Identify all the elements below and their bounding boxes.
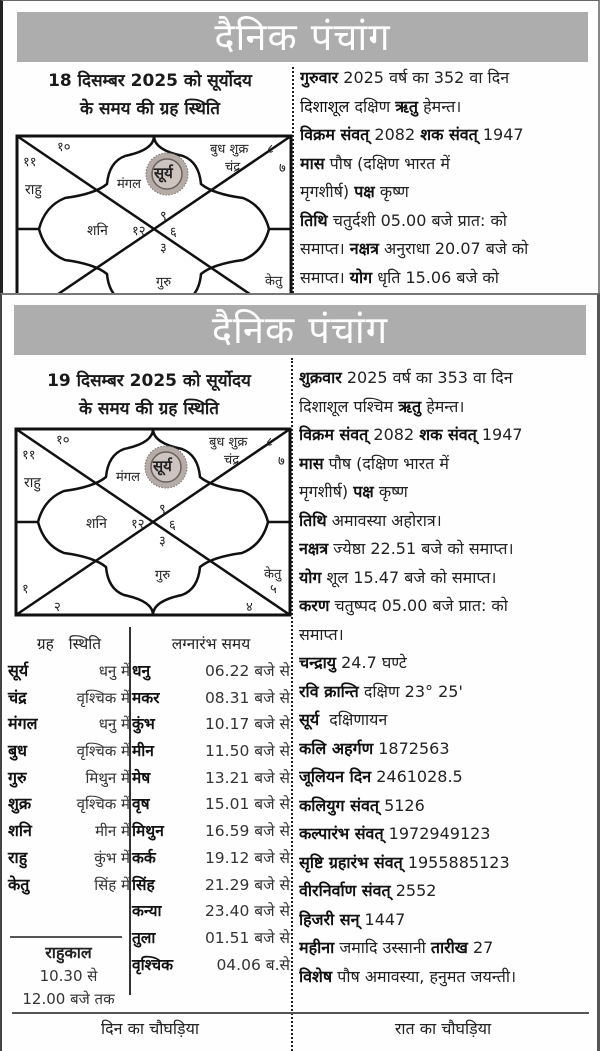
planet-surya: सूर्य [154, 164, 173, 182]
house-number: ९ [159, 502, 166, 517]
planet-guru: गुरु [156, 275, 172, 290]
kali-ahargan-label: कलि अहर्गण [299, 738, 374, 758]
table-row [132, 925, 290, 952]
rashi-name: तुला [132, 928, 156, 947]
panchang-details [299, 364, 591, 991]
table-row [132, 952, 290, 979]
table-row [8, 711, 130, 738]
kundli-title-line1: 19 दिसम्बर 2025 को सूर्योदय [47, 371, 251, 391]
hijri-value: 1447 [359, 909, 406, 929]
kalparambh-samvat-value: 1972949123 [383, 824, 491, 843]
kali-ahargan-value: 1872563 [373, 738, 450, 758]
night-choghadiya-heading: रात का चौघड़िया [394, 1019, 492, 1038]
julian-day-label: जूलियन दिन [299, 767, 372, 786]
planet-sign: सिंह में [94, 875, 130, 894]
table-row [132, 685, 290, 712]
vikram-samvat-value: 2082 [368, 425, 420, 444]
kundli-title-line1: 18 दिसम्बर 2025 को सूर्योदय [48, 71, 252, 91]
ravi-kranti-value: दक्षिण 23° 25' [358, 681, 463, 701]
rashi-name: धनु [132, 662, 151, 680]
lagna-time: 06.22 बजे से [204, 662, 290, 680]
table-row [132, 818, 290, 845]
nakshatra-text: अनुराधा 20.07 बजे को [378, 239, 529, 258]
nakshatra-label: नक्षत्र [299, 539, 329, 558]
lagna-time: 13.21 बजे से [204, 768, 290, 787]
panchang-details [300, 64, 592, 292]
panchang-panel-18-dec [0, 0, 600, 296]
kundli-title-line2: के समय की ग्रह स्थिति [79, 399, 219, 419]
dishashool-text: पश्चिम [348, 396, 399, 416]
lagna-time: 08.31 बजे से [204, 688, 290, 707]
rashi-name: मीन [132, 742, 154, 761]
planet-sign: मिथुन में [85, 768, 130, 787]
lagna-time: 04.06 ब.से [216, 955, 290, 974]
ritu-text: हेमन्त। [421, 396, 465, 416]
vikram-samvat-value: 2082 [369, 125, 421, 144]
house-number: ६ [169, 518, 176, 533]
maas-text: पौष (दक्षिण भारत में [323, 453, 449, 473]
tithi-text: चतुर्दशी 05.00 बजे प्रात: को [327, 210, 507, 230]
vikram-samvat-label: विक्रम संवत् [299, 425, 369, 444]
dishashool-label: दिशाशूल [299, 396, 349, 416]
shak-samvat-label: शक संवत् [419, 425, 477, 444]
planet-sign: वृश्चिक में [76, 795, 130, 814]
planet-name: शुक्र [8, 794, 32, 814]
lagnarambh-table [132, 630, 290, 978]
shak-samvat-value: 1947 [476, 425, 523, 444]
house-number: १२ [132, 224, 146, 239]
rashi-name: मेष [132, 768, 151, 787]
house-number: १ [22, 582, 29, 597]
paksha-text: कृष्ण [373, 482, 408, 501]
paksha-text: कृष्ण [374, 182, 409, 201]
yoga-prefix: समाप्त। [300, 267, 350, 287]
dishashool-label: दिशाशूल [300, 96, 350, 116]
grah-sthiti-header: ग्रह स्थिति [36, 635, 102, 653]
table-row [8, 658, 130, 685]
veernirvan-samvat-label: वीरनिर्वाण संवत् [299, 881, 391, 900]
rahukaal-box [8, 941, 129, 1011]
surya-value: दक्षिणायन [319, 710, 388, 729]
rashi-name: मकर [132, 688, 160, 707]
tarikh-label: तारीख [430, 938, 468, 957]
planet-surya: सूर्य [153, 457, 172, 475]
veernirvan-samvat-value: 2552 [390, 881, 437, 900]
planet-ketu: केतु [265, 274, 283, 289]
planet-name: सूर्य [8, 661, 29, 680]
table-row [132, 765, 290, 792]
table-row [8, 738, 130, 765]
table-row [132, 711, 290, 738]
julian-day-value: 2461028.5 [371, 767, 463, 786]
rahukaal-to: 12.00 बजे तक [22, 990, 115, 1008]
planet-budh-shukra: बुध शुक्र [209, 435, 248, 450]
planet-shani: शनि [87, 223, 108, 239]
table-row [132, 658, 290, 685]
tithi-label: तिथि [299, 510, 327, 530]
lagna-time: 15.01 बजे से [204, 795, 290, 814]
planet-ketu: केतु [264, 567, 282, 582]
nakshatra-text: ज्येष्ठा 22.51 बजे को समाप्त। [328, 539, 514, 558]
maas-label: मास [300, 153, 325, 173]
vikram-samvat-label: विक्रम संवत् [300, 125, 370, 144]
yoga-label: योग [299, 567, 322, 587]
lagna-time: 11.50 बजे से [204, 742, 290, 761]
kundli-title [11, 67, 289, 123]
maas-text-cont: मृगशीर्ष) [300, 182, 355, 201]
house-number: ११ [22, 448, 36, 463]
ravi-kranti-label: रवि क्रान्ति [299, 681, 359, 701]
planet-budh-shukra: बुध शुक्र [210, 142, 249, 157]
planet-shani: शनि [86, 516, 107, 532]
shak-samvat-label: शक संवत् [420, 125, 478, 144]
house-number: ५ [270, 582, 277, 597]
rashi-name: वृष [132, 795, 150, 814]
yoga-label: योग [349, 267, 373, 287]
planet-name: शनि [8, 821, 32, 841]
kundli-labels-panel1 [15, 134, 293, 296]
rashi-name: कुंभ [132, 715, 155, 734]
tarikh-value: 27 [467, 938, 494, 957]
maas-text: पौष (दक्षिण भारत में [324, 153, 450, 173]
karan-label: करण [299, 596, 330, 615]
kaliyug-samvat-value: 5126 [378, 795, 425, 815]
planet-sign: वृश्चिक में [76, 688, 130, 707]
table-row [132, 791, 290, 818]
planet-name: राहु [8, 847, 28, 867]
planet-name: गुरु [8, 767, 27, 787]
rahukaal-from: 10.30 से [39, 967, 98, 985]
lagnarambh-header: लग्नारंभ समय [171, 635, 251, 653]
mahina-value: जमादि उस्सानी [334, 938, 431, 957]
ritu-label: ऋतु [398, 396, 422, 416]
house-number: ४ [246, 600, 253, 615]
planet-rahu: राहु [25, 182, 42, 198]
table-row [8, 818, 130, 845]
planet-sign: वृश्चिक में [76, 742, 130, 761]
maas-label: मास [299, 453, 324, 473]
lagna-time: 01.51 बजे से [204, 928, 290, 947]
house-number: १० [57, 140, 71, 155]
table-row [8, 791, 130, 818]
kaliyug-samvat-label: कलियुग संवत् [299, 795, 379, 815]
table-row [8, 845, 130, 872]
maas-text-cont: मृगशीर्ष) [299, 482, 354, 501]
planet-sign: धनु में [98, 715, 130, 734]
panchang-panel-19-dec [0, 293, 600, 1051]
lagna-time: 10.17 बजे से [204, 715, 290, 734]
grah-sthiti-table [8, 630, 130, 898]
rashi-name: कर्क [132, 848, 156, 867]
planet-mangal: मंगल [117, 177, 141, 192]
table-row [132, 845, 290, 872]
chandrayu-value: 24.7 घण्टे [336, 653, 407, 672]
table-row [132, 872, 290, 899]
rashi-name: वृश्चिक [132, 955, 173, 974]
rahukaal-divider [10, 936, 122, 938]
panchang-banner: दैनिक पंचांग [14, 305, 586, 355]
planet-name: केतु [8, 874, 30, 894]
house-number: ६ [170, 225, 177, 240]
dishashool-text: दक्षिण [349, 96, 396, 116]
weekday-label: गुरुवार [300, 68, 339, 87]
yoga-text: शूल 15.47 बजे को समाप्त। [321, 567, 497, 587]
table-row [8, 685, 130, 712]
table-row [8, 872, 130, 899]
rashi-name: मिथुन [132, 822, 164, 841]
kundli-title [10, 367, 288, 423]
planet-name: मंगल [8, 714, 38, 734]
house-number: १२ [131, 517, 145, 532]
weekday-text: 2025 वर्ष का 352 वा दिन [338, 68, 510, 87]
srishti-samvat-label: सृष्टि ग्रहारंभ संवत् [299, 852, 403, 872]
house-number: ११ [23, 155, 37, 170]
lagna-time: 23.40 बजे से [204, 902, 290, 921]
ritu-label: ऋतु [395, 96, 419, 116]
tithi-text: अमावस्या अहोरात्र। [326, 510, 442, 530]
kundli-title-line2: के समय की ग्रह स्थिति [80, 99, 220, 119]
chandrayu-label: चन्द्रायु [299, 653, 337, 672]
planet-sign: मीन में [95, 822, 130, 841]
vishesh-label: विशेष [299, 966, 333, 986]
day-choghadiya-heading: दिन का चौघड़िया [100, 1019, 199, 1038]
planet-guru: गुरु [155, 568, 171, 583]
tithi-text-cont: समाप्त। [300, 239, 350, 258]
hijri-label: हिजरी सन् [299, 909, 360, 929]
house-number: १० [56, 433, 70, 448]
table-row [132, 738, 290, 765]
house-number: ९ [160, 209, 167, 224]
karan-text-cont: समाप्त। [299, 624, 344, 644]
lagna-time: 19.12 बजे से [204, 848, 290, 867]
table-row [8, 765, 130, 792]
house-number: २ [54, 600, 61, 615]
house-number: ८ [266, 435, 273, 450]
planet-mangal: मंगल [116, 470, 140, 485]
paksha-label: पक्ष [353, 482, 374, 501]
karan-text: चतुष्पद 05.00 बजे प्रात: को [329, 596, 508, 615]
planet-chandra: चंद्र [224, 453, 240, 468]
planet-rahu: राहु [24, 475, 41, 491]
nakshatra-label: नक्षत्र [349, 239, 379, 258]
rahukaal-label: राहुकाल [45, 943, 92, 962]
planet-chandra: चंद्र [225, 160, 241, 175]
table-row [132, 898, 290, 925]
surya-label: सूर्य [299, 710, 320, 729]
planet-sign: धनु में [98, 662, 130, 680]
shak-samvat-value: 1947 [477, 125, 524, 144]
lagna-time: 21.29 बजे से [204, 875, 290, 894]
mahina-label: महीना [299, 938, 335, 957]
yoga-text: धृति 15.06 बजे को [372, 267, 499, 287]
paksha-label: पक्ष [354, 182, 375, 201]
house-number: ७ [279, 161, 286, 176]
planet-name: चंद्र [8, 687, 27, 707]
rashi-name: कन्या [132, 902, 162, 921]
vishesh-value: पौष अमावस्या, हनुमत जयन्ती। [332, 966, 517, 986]
house-number: ३ [159, 534, 166, 549]
planet-name: बुध [8, 741, 27, 761]
kalparambh-samvat-label: कल्पारंभ संवत् [299, 824, 384, 843]
kundli-labels-panel2 [14, 427, 292, 617]
weekday-text: 2025 वर्ष का 353 वा दिन [341, 368, 513, 387]
planet-sign: कुंभ में [94, 848, 130, 867]
ritu-text: हेमन्त। [418, 96, 462, 116]
tithi-label: तिथि [300, 210, 328, 230]
panchang-banner: दैनिक पंचांग [17, 12, 588, 62]
house-number: ८ [267, 142, 274, 157]
weekday-label: शुक्रवार [299, 368, 342, 387]
rashi-name: सिंह [132, 875, 155, 894]
choghadiya-divider [12, 1012, 589, 1014]
srishti-samvat-value: 1955885123 [402, 852, 510, 872]
lagna-time: 16.59 बजे से [204, 822, 290, 841]
house-number: ३ [160, 241, 167, 256]
house-number: ७ [278, 454, 285, 469]
